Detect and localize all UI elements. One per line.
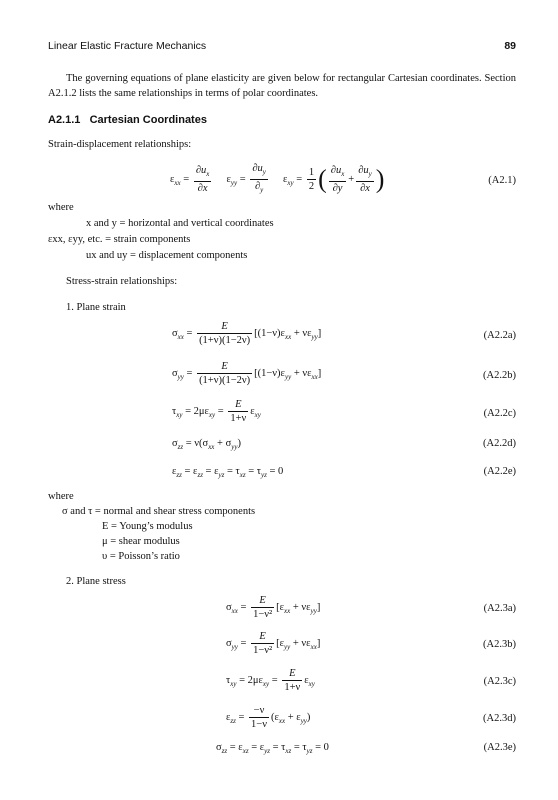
equation-a2-1: $\varepsilon_{xx}$ = $\frac{\partial u_x}{\partial x}$ $\varepsilon_{yy}$ = $\frac{\partial u_y}{\partial_y}$ $\varepsilon_{xy}$ = $\frac{1}{2}$ ( $\frac{\partial u_x}{\partial y}$ + $\frac{\partial u_y}{\partial x}$ ) — [170, 163, 385, 194]
page-number: 89 — [504, 40, 516, 52]
equation-a2-3c: $\tau_{xy} = 2\mu\varepsilon_{xy}$ = $\frac{E}{1+\nu}$ $\varepsilon_{xy}$ — [226, 668, 315, 693]
definition-line: x and y = horizontal and vertical coordinates — [86, 218, 274, 229]
equation-a2-2b: $\sigma_{yy}$ = $\frac{E}{(1+\nu)(1-2\nu)}$ $[(1-\nu)\varepsilon_{yy} + \nu\varepsilon_{xx}]$ — [172, 361, 322, 386]
running-title: Linear Elastic Fracture Mechanics — [48, 40, 207, 52]
equation-number: (A2.2c) — [483, 408, 516, 419]
where-label: where — [48, 202, 74, 213]
where-label: where — [48, 491, 74, 502]
definition-line: υ = Poisson’s ratio — [102, 551, 180, 562]
plane-stress-label: 2. Plane stress — [66, 576, 126, 587]
equation-a2-3a: $\sigma_{xx}$ = $\frac{E}{\text{1−ν²}}$ $[\varepsilon_{xx} + \nu\varepsilon_{yy}]$ — [226, 595, 321, 620]
definition-line: σ and τ = normal and shear stress components — [62, 506, 256, 517]
definition-line: E = Young’s modulus — [102, 521, 193, 532]
equation-a2-3b: $\sigma_{yy}$ = $\frac{E}{\text{1−ν²}}$ $[\varepsilon_{yy} + \nu\varepsilon_{xx}]$ — [226, 631, 321, 656]
intro-paragraph: The governing equations of plane elasticity are given below for rectangular Cartesian coordinates. Section A2.1.2 lists the same relationships in terms of polar coordinates. — [48, 73, 516, 99]
section-title: Cartesian Coordinates — [89, 114, 207, 126]
equation-number: (A2.2a) — [483, 330, 516, 341]
definition-line: μ = shear modulus — [102, 536, 180, 547]
definition-line: εxx, εyy, etc. = strain components — [48, 234, 191, 245]
equation-number: (A2.3b) — [483, 639, 516, 650]
equation-number: (A2.3a) — [483, 603, 516, 614]
equation-a2-3e: $\sigma_{zz} = \varepsilon_{xz} = \varepsilon_{yz} = \tau_{xz} = \tau_{yz} = 0$ — [216, 742, 329, 755]
equation-a2-3d: $\varepsilon_{zz}$ = $\frac{-\nu}{1-\nu}$ $(\varepsilon_{xx} + \varepsilon_{yy})$ — [226, 705, 311, 730]
equation-a2-2c: $\tau_{xy} = 2\mu\varepsilon_{xy}$ = $\frac{E}{1+\nu}$ $\varepsilon_{xy}$ — [172, 399, 261, 424]
equation-number: (A2.3c) — [483, 676, 516, 687]
equation-a2-2a: $\sigma_{xx}$ = $\frac{E}{(1+\nu)(1-2\nu)}$ $[(1-\nu)\varepsilon_{xx} + \nu\varepsilon_{yy}]$ — [172, 321, 322, 346]
equation-a2-2e: $\varepsilon_{zz} = \varepsilon_{zz} = \varepsilon_{yz} = \tau_{xz} = \tau_{yz} = 0$ — [172, 466, 284, 479]
equation-number: (A2.2d) — [483, 438, 516, 449]
plane-strain-label: 1. Plane strain — [66, 302, 126, 313]
equation-number: (A2.2e) — [483, 466, 516, 477]
equation-number: (A2.1) — [488, 175, 516, 186]
equation-number: (A2.3d) — [483, 713, 516, 724]
definition-line: ux and uy = displacement components — [86, 250, 248, 261]
section-number: A2.1.1 — [48, 114, 81, 126]
equation-a2-2d: $\sigma_{zz} = \nu(\sigma_{xx} + \sigma_{yy})$ — [172, 438, 241, 451]
running-header — [48, 40, 516, 54]
stress-strain-label: Stress-strain relationships: — [66, 276, 178, 287]
equation-number: (A2.3e) — [483, 742, 516, 753]
section-heading — [48, 114, 207, 126]
strain-displacement-label: Strain-displacement relationships: — [48, 139, 192, 150]
equation-number: (A2.2b) — [483, 370, 516, 381]
